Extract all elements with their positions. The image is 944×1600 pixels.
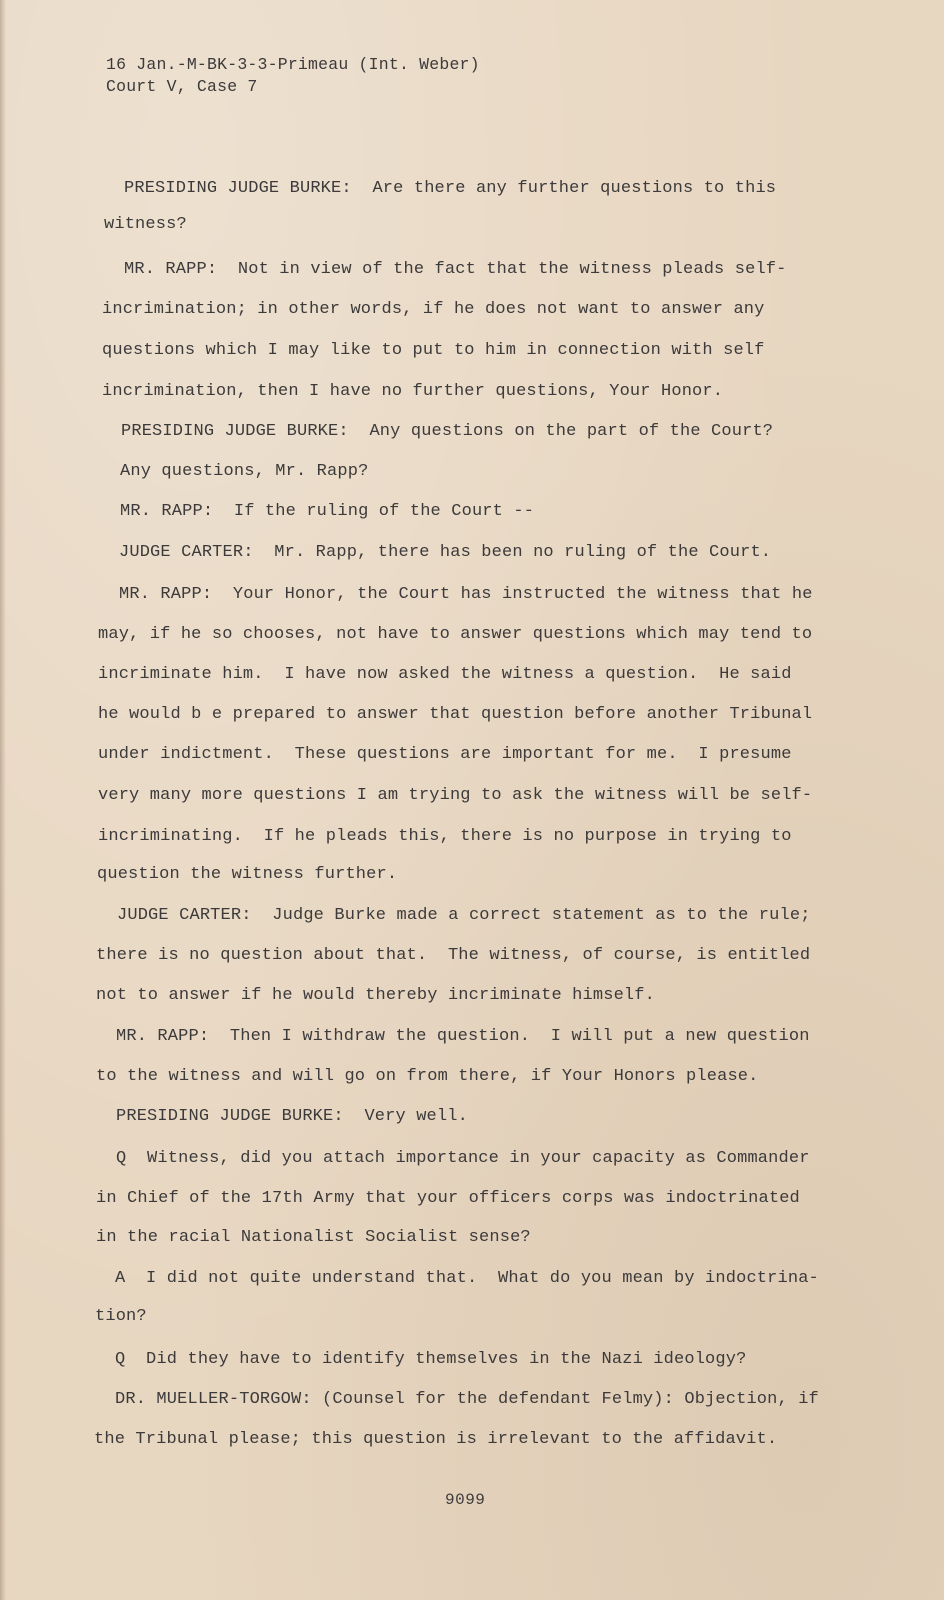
transcript-line: incrimination, then I have no further questions, Your Honor. [102, 382, 724, 401]
transcript-line: tion? [95, 1307, 147, 1326]
transcript-line: question the witness further. [97, 865, 398, 884]
transcript-line: PRESIDING JUDGE BURKE: Very well. [116, 1107, 468, 1126]
transcript-line: in the racial Nationalist Socialist sense? [96, 1228, 531, 1247]
transcript-line: Q Did they have to identify themselves in the Nazi ideology? [115, 1350, 747, 1369]
transcript-line: PRESIDING JUDGE BURKE: Are there any further questions to this [124, 179, 777, 198]
transcript-line: to the witness and will go on from there, if Your Honors please. [96, 1067, 759, 1086]
transcript-line: Q Witness, did you attach importance in your capacity as Commander [116, 1149, 810, 1168]
transcript-line: under indictment. These questions are important for me. I presume [98, 745, 792, 764]
transcript-line: incriminate him. I have now asked the witness a question. He said [98, 665, 792, 684]
transcript-line: MR. RAPP: If the ruling of the Court -- [120, 502, 535, 521]
transcript-line: may, if he so chooses, not have to answer questions which may tend to [98, 625, 813, 644]
transcript-line: Any questions, Mr. Rapp? [120, 462, 369, 481]
transcript-line: A I did not quite understand that. What do you mean by indoctrina- [115, 1269, 819, 1288]
transcript-line: MR. RAPP: Your Honor, the Court has instructed the witness that he [119, 585, 813, 604]
transcript-line: PRESIDING JUDGE BURKE: Any questions on the part of the Court? [121, 422, 774, 441]
header-case-reference: 16 Jan.-M-BK-3-3-Primeau (Int. Weber) [106, 55, 480, 74]
transcript-line: not to answer if he would thereby incriminate himself. [96, 986, 655, 1005]
transcript-line: MR. RAPP: Then I withdraw the question. I will put a new question [116, 1027, 810, 1046]
transcript-line: incriminating. If he pleads this, there is no purpose in trying to [98, 827, 792, 846]
page-number: 9099 [445, 1491, 486, 1509]
transcript-line: JUDGE CARTER: Mr. Rapp, there has been no ruling of the Court. [119, 543, 772, 562]
transcript-line: questions which I may like to put to him in connection with self [102, 341, 765, 360]
transcript-line: MR. RAPP: Not in view of the fact that the witness pleads self- [124, 260, 787, 279]
transcript-line: witness? [104, 215, 187, 234]
transcript-line: in Chief of the 17th Army that your officers corps was indoctrinated [96, 1189, 800, 1208]
transcript-line: incrimination; in other words, if he does not want to answer any [102, 300, 765, 319]
transcript-line: there is no question about that. The witness, of course, is entitled [96, 946, 811, 965]
transcript-line: DR. MUELLER-TORGOW: (Counsel for the defendant Felmy): Objection, if [115, 1390, 819, 1409]
transcript-line: he would b e prepared to answer that question before another Tribunal [98, 705, 813, 724]
header-court-case: Court V, Case 7 [106, 77, 258, 96]
transcript-line: the Tribunal please; this question is irrelevant to the affidavit. [94, 1430, 778, 1449]
transcript-line: very many more questions I am trying to ask the witness will be self- [98, 786, 813, 805]
transcript-line: JUDGE CARTER: Judge Burke made a correct statement as to the rule; [117, 906, 811, 925]
